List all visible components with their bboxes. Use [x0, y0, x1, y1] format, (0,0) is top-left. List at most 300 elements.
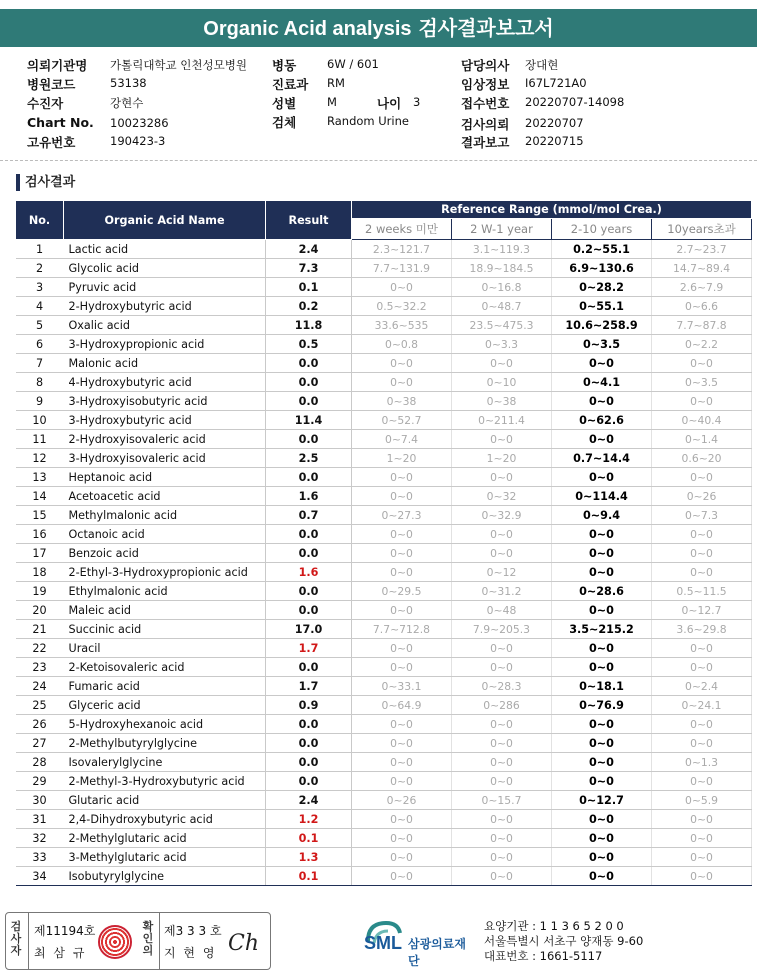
- reference-range: 0~0: [552, 658, 652, 677]
- reference-range: 0.2~55.1: [552, 240, 652, 259]
- result-value: 0.0: [266, 525, 352, 544]
- row-number: 9: [16, 392, 64, 411]
- info-label: 나이: [377, 96, 402, 111]
- result-value: 2.5: [266, 449, 352, 468]
- result-value: 2.4: [266, 791, 352, 810]
- row-number: 14: [16, 487, 64, 506]
- reference-range: 18.9~184.5: [452, 259, 552, 278]
- acid-name: 3-Hydroxybutyric acid: [64, 411, 266, 430]
- result-value: 0.0: [266, 354, 352, 373]
- table-row: [16, 354, 752, 373]
- reference-range: 0~0: [452, 867, 552, 886]
- reference-range: 0~0: [352, 525, 452, 544]
- reference-range: 0~114.4: [552, 487, 652, 506]
- table-row: [16, 335, 752, 354]
- table-row: [16, 278, 752, 297]
- reference-range: 0~0: [652, 734, 752, 753]
- reference-range: 0~40.4: [652, 411, 752, 430]
- reference-range: 0~32: [452, 487, 552, 506]
- row-number: 18: [16, 563, 64, 582]
- acid-name: Lactic acid: [64, 240, 266, 259]
- row-number: 32: [16, 829, 64, 848]
- sml-logo: [362, 919, 477, 968]
- row-number: 24: [16, 677, 64, 696]
- info-value: 3: [413, 95, 421, 109]
- info-value: 강현수: [110, 96, 144, 110]
- acid-name: Glycolic acid: [64, 259, 266, 278]
- age-group-header: 10years초과: [652, 219, 752, 240]
- reference-range: 0~0: [352, 848, 452, 867]
- row-number: 11: [16, 430, 64, 449]
- reference-range: 0~0: [352, 544, 452, 563]
- result-value: 1.2: [266, 810, 352, 829]
- reference-range: 0~0: [652, 715, 752, 734]
- result-value: 1.7: [266, 639, 352, 658]
- reference-range: 0~0: [552, 867, 652, 886]
- row-number: 23: [16, 658, 64, 677]
- reference-range: 6.9~130.6: [552, 259, 652, 278]
- reference-range: 0~0: [452, 772, 552, 791]
- reference-range: 0~0: [552, 829, 652, 848]
- table-row: [16, 753, 752, 772]
- result-value: 0.0: [266, 772, 352, 791]
- result-value: 1.7: [266, 677, 352, 696]
- result-value: 0.0: [266, 430, 352, 449]
- reference-range: 0~0: [652, 829, 752, 848]
- reference-range: 0~286: [452, 696, 552, 715]
- divider: [0, 160, 757, 161]
- reference-range: 0~0: [552, 430, 652, 449]
- reference-range: 0~26: [652, 487, 752, 506]
- reference-range: 0~15.7: [452, 791, 552, 810]
- result-value: 0.1: [266, 867, 352, 886]
- reference-range: 14.7~89.4: [652, 259, 752, 278]
- acid-name: Succinic acid: [64, 620, 266, 639]
- table-row: [16, 392, 752, 411]
- result-value: 0.0: [266, 715, 352, 734]
- reference-range: 10.6~258.9: [552, 316, 652, 335]
- reference-range: 0~0: [452, 829, 552, 848]
- confirm-name: 지 현 영: [164, 946, 217, 960]
- signature-box: [5, 912, 271, 970]
- table-row: [16, 715, 752, 734]
- result-value: 2.4: [266, 240, 352, 259]
- reference-range: 0~0: [552, 715, 652, 734]
- org-name: 삼광의료재단: [408, 937, 466, 968]
- result-value: 1.6: [266, 487, 352, 506]
- row-number: 21: [16, 620, 64, 639]
- info-value: 20220707-14098: [525, 95, 625, 109]
- acid-name: Malonic acid: [64, 354, 266, 373]
- acid-name: Pyruvic acid: [64, 278, 266, 297]
- reference-range: 0~0: [652, 392, 752, 411]
- reference-range: 0~0: [452, 354, 552, 373]
- table-row: [16, 563, 752, 582]
- info-value: Random Urine: [327, 114, 409, 128]
- table-row: [16, 677, 752, 696]
- info-value: 190423-3: [110, 134, 166, 148]
- info-value: RM: [327, 76, 345, 90]
- table-row: [16, 259, 752, 278]
- result-value: 0.0: [266, 468, 352, 487]
- reference-range: 0~7.4: [352, 430, 452, 449]
- reference-range: 0~0: [452, 468, 552, 487]
- table-row: [16, 620, 752, 639]
- reference-range: 0~0: [352, 772, 452, 791]
- table-row: [16, 487, 752, 506]
- result-value: 0.0: [266, 658, 352, 677]
- confirm-license: 제3 3 3 호: [164, 924, 222, 938]
- info-label: 진료과: [272, 77, 309, 92]
- reference-range: 0~0: [552, 810, 652, 829]
- reference-range: 0~0: [652, 563, 752, 582]
- reference-range: 0~0: [352, 753, 452, 772]
- row-number: 30: [16, 791, 64, 810]
- info-label: 검체: [272, 115, 297, 130]
- lab-info: [484, 919, 643, 964]
- reference-range: 0.7~14.4: [552, 449, 652, 468]
- info-value: M: [327, 95, 337, 109]
- reference-range: 0~27.3: [352, 506, 452, 525]
- reference-range: 0~33.1: [352, 677, 452, 696]
- result-value: 11.4: [266, 411, 352, 430]
- reference-range: 0~0: [352, 601, 452, 620]
- table-row: [16, 240, 752, 259]
- reference-range: 0~0: [552, 392, 652, 411]
- result-value: 1.3: [266, 848, 352, 867]
- table-row: [16, 867, 752, 886]
- reference-range: 0~18.1: [552, 677, 652, 696]
- reference-range: 0~0: [352, 278, 452, 297]
- table-row: [16, 411, 752, 430]
- reference-range: 0~29.5: [352, 582, 452, 601]
- reference-range: 2.6~7.9: [652, 278, 752, 297]
- result-value: 0.5: [266, 335, 352, 354]
- header-name: Organic Acid Name: [64, 201, 266, 240]
- acid-name: 3-Methylglutaric acid: [64, 848, 266, 867]
- row-number: 2: [16, 259, 64, 278]
- reference-range: 0~28.2: [552, 278, 652, 297]
- table-row: [16, 810, 752, 829]
- reference-range: 0~0: [352, 715, 452, 734]
- result-value: 0.9: [266, 696, 352, 715]
- acid-name: 2-Methyl-3-Hydroxybutyric acid: [64, 772, 266, 791]
- reference-range: 0~0: [652, 639, 752, 658]
- reference-range: 0~3.3: [452, 335, 552, 354]
- row-number: 34: [16, 867, 64, 886]
- acid-name: Octanoic acid: [64, 525, 266, 544]
- row-number: 26: [16, 715, 64, 734]
- reference-range: 0~38: [452, 392, 552, 411]
- reference-range: 3.1~119.3: [452, 240, 552, 259]
- reference-range: 0~0: [452, 715, 552, 734]
- result-value: 0.0: [266, 544, 352, 563]
- acid-name: Acetoacetic acid: [64, 487, 266, 506]
- reference-range: 0~7.3: [652, 506, 752, 525]
- reference-range: 0~28.3: [452, 677, 552, 696]
- acid-name: Methylmalonic acid: [64, 506, 266, 525]
- info-label: 고유번호: [27, 135, 76, 150]
- reference-range: 0~12: [452, 563, 552, 582]
- reference-range: 0~0: [352, 639, 452, 658]
- table-row: [16, 430, 752, 449]
- info-label: Chart No.: [27, 115, 94, 130]
- table-row: [16, 525, 752, 544]
- tester-seal: [98, 925, 132, 959]
- row-number: 33: [16, 848, 64, 867]
- reference-range: 0~211.4: [452, 411, 552, 430]
- row-number: 16: [16, 525, 64, 544]
- info-label: 검사의뢰: [461, 117, 510, 132]
- acid-name: 3-Hydroxyisobutyric acid: [64, 392, 266, 411]
- logo-text: SML: [364, 933, 402, 953]
- reference-range: 0~0: [452, 430, 552, 449]
- acid-name: Glyceric acid: [64, 696, 266, 715]
- result-value: 7.3: [266, 259, 352, 278]
- patient-info: [0, 52, 757, 152]
- reference-range: 0~0: [352, 373, 452, 392]
- result-value: 0.0: [266, 734, 352, 753]
- table-row: [16, 316, 752, 335]
- row-number: 6: [16, 335, 64, 354]
- reference-range: 0~28.6: [552, 582, 652, 601]
- reference-range: 0~24.1: [652, 696, 752, 715]
- reference-range: 0~0: [652, 848, 752, 867]
- table-row: [16, 696, 752, 715]
- info-value: 53138: [110, 76, 147, 90]
- acid-name: Fumaric acid: [64, 677, 266, 696]
- table-row: [16, 639, 752, 658]
- report-title-ko: 검사결과보고서: [418, 16, 554, 40]
- table-row: [16, 297, 752, 316]
- reference-range: 0~0: [352, 658, 452, 677]
- reference-range: 0~16.8: [452, 278, 552, 297]
- reference-range: 0~0: [452, 810, 552, 829]
- acid-name: 3-Hydroxyisovaleric acid: [64, 449, 266, 468]
- reference-range: 7.9~205.3: [452, 620, 552, 639]
- row-number: 1: [16, 240, 64, 259]
- result-value: 0.7: [266, 506, 352, 525]
- reference-range: 1~20: [352, 449, 452, 468]
- reference-range: 0~0: [452, 658, 552, 677]
- reference-range: 0~0: [352, 829, 452, 848]
- table-row: [16, 734, 752, 753]
- section-title: 검사결과: [16, 174, 75, 191]
- info-value: 장대현: [525, 58, 559, 72]
- acid-name: Glutaric acid: [64, 791, 266, 810]
- reference-range: 0~0: [552, 753, 652, 772]
- tester-label: 검사자: [10, 920, 22, 957]
- info-label: 접수번호: [461, 96, 510, 111]
- reference-range: 0~0: [552, 563, 652, 582]
- reference-range: 0~4.1: [552, 373, 652, 392]
- reference-range: 0~0: [352, 354, 452, 373]
- report-title: [0, 9, 757, 47]
- result-value: 0.1: [266, 829, 352, 848]
- row-number: 28: [16, 753, 64, 772]
- reference-range: 3.6~29.8: [652, 620, 752, 639]
- reference-range: 0~0: [552, 544, 652, 563]
- reference-range: 7.7~131.9: [352, 259, 452, 278]
- report-title-en: Organic Acid analysis: [203, 18, 412, 40]
- reference-range: 0~0: [552, 848, 652, 867]
- results-table: [15, 200, 752, 886]
- tester-license: 제11194호: [34, 924, 96, 938]
- result-value: 17.0: [266, 620, 352, 639]
- tester-name: 최 삼 규: [34, 946, 87, 960]
- reference-range: 0~10: [452, 373, 552, 392]
- row-number: 19: [16, 582, 64, 601]
- acid-name: 2-Hydroxybutyric acid: [64, 297, 266, 316]
- reference-range: 0~0.8: [352, 335, 452, 354]
- acid-name: Uracil: [64, 639, 266, 658]
- reference-range: 3.5~215.2: [552, 620, 652, 639]
- acid-name: Isovalerylglycine: [64, 753, 266, 772]
- table-row: [16, 848, 752, 867]
- reference-range: 0~0: [452, 734, 552, 753]
- acid-name: 2-Methylbutyrylglycine: [64, 734, 266, 753]
- row-number: 10: [16, 411, 64, 430]
- row-number: 20: [16, 601, 64, 620]
- reference-range: 0~0: [652, 468, 752, 487]
- header-result: Result: [266, 201, 352, 240]
- reference-range: 0~48: [452, 601, 552, 620]
- row-number: 31: [16, 810, 64, 829]
- reference-range: 0~2.2: [652, 335, 752, 354]
- result-value: 0.0: [266, 753, 352, 772]
- info-value: 가톨릭대학교 인천성모병원: [110, 58, 247, 72]
- lab-line: 요양기관 : 1 1 3 6 5 2 0 0: [484, 919, 624, 933]
- reference-range: 0~5.9: [652, 791, 752, 810]
- reference-range: 0~31.2: [452, 582, 552, 601]
- reference-range: 0~3.5: [652, 373, 752, 392]
- result-value: 0.0: [266, 601, 352, 620]
- result-value: 0.2: [266, 297, 352, 316]
- acid-name: Ethylmalonic acid: [64, 582, 266, 601]
- acid-name: 2,4-Dihydroxybutyric acid: [64, 810, 266, 829]
- reference-range: 0~0: [452, 753, 552, 772]
- result-value: 0.0: [266, 373, 352, 392]
- reference-range: 0~0: [452, 544, 552, 563]
- result-value: 1.6: [266, 563, 352, 582]
- reference-range: 1~20: [452, 449, 552, 468]
- acid-name: Isobutyrylglycine: [64, 867, 266, 886]
- reference-range: 0~64.9: [352, 696, 452, 715]
- acid-name: 5-Hydroxyhexanoic acid: [64, 715, 266, 734]
- reference-range: 0~76.9: [552, 696, 652, 715]
- acid-name: Oxalic acid: [64, 316, 266, 335]
- reference-range: 0~0: [352, 487, 452, 506]
- acid-name: 4-Hydroxybutyric acid: [64, 373, 266, 392]
- result-value: 0.0: [266, 582, 352, 601]
- row-number: 8: [16, 373, 64, 392]
- reference-range: 0.6~20: [652, 449, 752, 468]
- row-number: 7: [16, 354, 64, 373]
- reference-range: 0~12.7: [552, 791, 652, 810]
- reference-range: 7.7~87.8: [652, 316, 752, 335]
- reference-range: 0~0: [652, 867, 752, 886]
- reference-range: 0~1.3: [652, 753, 752, 772]
- reference-range: 0~0: [352, 468, 452, 487]
- reference-range: 0~0: [552, 639, 652, 658]
- table-row: [16, 449, 752, 468]
- info-label: 임상정보: [461, 77, 510, 92]
- table-row: [16, 791, 752, 810]
- table-row: [16, 468, 752, 487]
- table-row: [16, 772, 752, 791]
- table-row: [16, 601, 752, 620]
- header-no: No.: [16, 201, 64, 240]
- reference-range: 2.3~121.7: [352, 240, 452, 259]
- reference-range: 0~0: [452, 525, 552, 544]
- reference-range: 0~0: [352, 563, 452, 582]
- info-label: 수진자: [27, 96, 64, 111]
- reference-range: 0~0: [452, 639, 552, 658]
- row-number: 13: [16, 468, 64, 487]
- row-number: 22: [16, 639, 64, 658]
- info-value: 20220707: [525, 116, 584, 130]
- reference-range: 23.5~475.3: [452, 316, 552, 335]
- reference-range: 0~32.9: [452, 506, 552, 525]
- acid-name: Heptanoic acid: [64, 468, 266, 487]
- reference-range: 2.7~23.7: [652, 240, 752, 259]
- reference-range: 0.5~32.2: [352, 297, 452, 316]
- table-row: [16, 373, 752, 392]
- acid-name: 3-Hydroxypropionic acid: [64, 335, 266, 354]
- row-number: 27: [16, 734, 64, 753]
- reference-range: 0~0: [552, 354, 652, 373]
- row-number: 17: [16, 544, 64, 563]
- reference-range: 0~55.1: [552, 297, 652, 316]
- reference-range: 0~0: [352, 734, 452, 753]
- reference-range: 0~6.6: [652, 297, 752, 316]
- row-number: 12: [16, 449, 64, 468]
- reference-range: 0~0: [652, 525, 752, 544]
- reference-range: 0~0: [552, 468, 652, 487]
- table-row: [16, 658, 752, 677]
- confirm-label: 확인의: [142, 920, 154, 957]
- results-body: [16, 240, 752, 886]
- info-label: 결과보고: [461, 135, 510, 150]
- result-value: 0.1: [266, 278, 352, 297]
- acid-name: 2-Ketoisovaleric acid: [64, 658, 266, 677]
- reference-range: 0~9.4: [552, 506, 652, 525]
- reference-range: 0~0: [652, 354, 752, 373]
- lab-line: 대표번호 : 1661-5117: [484, 949, 603, 963]
- row-number: 15: [16, 506, 64, 525]
- reference-range: 0~0: [552, 772, 652, 791]
- acid-name: 2-Ethyl-3-Hydroxypropionic acid: [64, 563, 266, 582]
- reference-range: 0~0: [452, 848, 552, 867]
- table-row: [16, 582, 752, 601]
- table-row: [16, 829, 752, 848]
- reference-range: 0~0: [552, 525, 652, 544]
- row-number: 4: [16, 297, 64, 316]
- reference-range: 0~48.7: [452, 297, 552, 316]
- header-reference-range: Reference Range (mmol/mol Crea.): [352, 201, 752, 219]
- result-value: 0.0: [266, 392, 352, 411]
- row-number: 29: [16, 772, 64, 791]
- result-value: 11.8: [266, 316, 352, 335]
- reference-range: 0~0: [552, 734, 652, 753]
- reference-range: 33.6~535: [352, 316, 452, 335]
- reference-range: 0.5~11.5: [652, 582, 752, 601]
- reference-range: 0~38: [352, 392, 452, 411]
- info-label: 담당의사: [461, 58, 510, 73]
- reference-range: 0~0: [652, 772, 752, 791]
- reference-range: 0~0: [652, 810, 752, 829]
- acid-name: Benzoic acid: [64, 544, 266, 563]
